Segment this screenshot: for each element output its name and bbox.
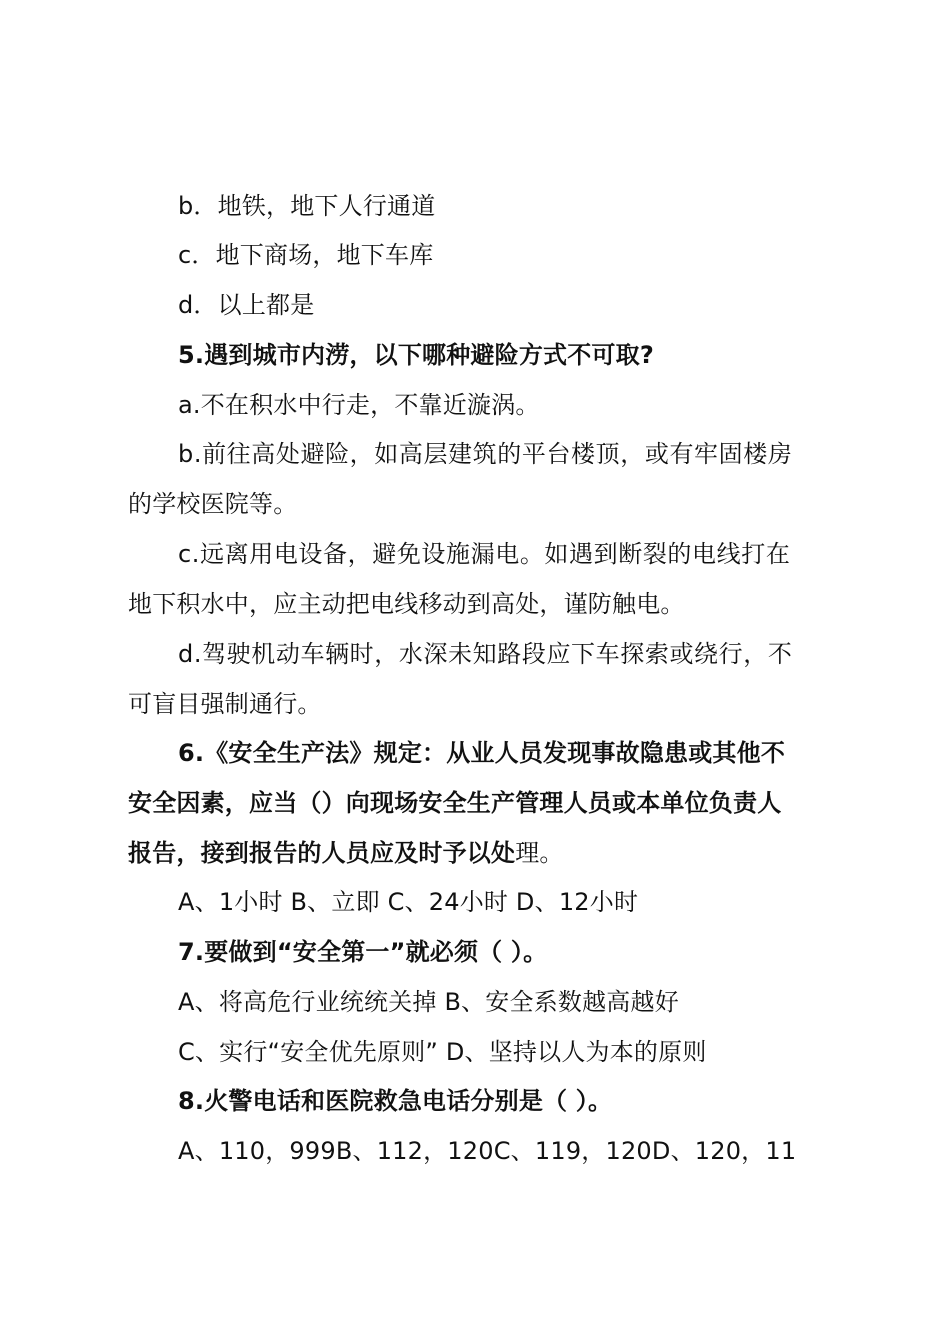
q4-option-b: b．地铁，地下人行通道 <box>178 192 436 220</box>
q8-options: A、110，999B、112，120C、119，120D、120，11 <box>178 1137 797 1165</box>
q6-question-line3-normal: 理。 <box>515 839 564 867</box>
q5-option-c-line1: c.远离用电设备，避免设施漏电。如遇到断裂的电线打在 <box>178 540 791 568</box>
q7-options-line1: A、将高危行业统统关掉 B、安全系数越高越好 <box>178 988 679 1016</box>
q5-option-d-line2: 可盲目强制通行。 <box>128 690 322 718</box>
q6-question-line3-bold: 报告，接到报告的人员应及时予以处 <box>128 839 516 867</box>
q5-option-d-line1: d.驾驶机动车辆时，水深未知路段应下车探索或绕行，不 <box>178 640 793 668</box>
q7-question: 7.要做到“安全第一”就必须（ ）。 <box>178 938 548 966</box>
q5-option-a: a.不在积水中行走，不靠近漩涡。 <box>178 391 540 419</box>
q7-options-line2: C、实行“安全优先原则” D、坚持以人为本的原则 <box>178 1038 707 1066</box>
q6-question-line2: 安全因素，应当（）向现场安全生产管理人员或本单位负责人 <box>128 789 782 817</box>
q6-question-line1: 6.《安全生产法》规定：从业人员发现事故隐患或其他不 <box>178 739 786 767</box>
q6-options: A、1小时 B、立即 C、24小时 D、12小时 <box>178 888 639 916</box>
q5-question: 5.遇到城市内涝，以下哪种避险方式不可取? <box>178 341 654 369</box>
q8-question: 8.火警电话和医院救急电话分别是（ ）。 <box>178 1087 613 1115</box>
q5-option-c-line2: 地下积水中，应主动把电线移动到高处，谨防触电。 <box>128 590 685 618</box>
q6-question-line3 <box>128 828 838 878</box>
q5-option-b-line1: b.前往高处避险，如高层建筑的平台楼顶，或有牢固楼房 <box>178 440 793 468</box>
q4-option-c: c．地下商场，地下车库 <box>178 241 434 269</box>
q5-option-b-line2: 的学校医院等。 <box>128 490 298 518</box>
q4-option-d: d．以上都是 <box>178 291 315 319</box>
